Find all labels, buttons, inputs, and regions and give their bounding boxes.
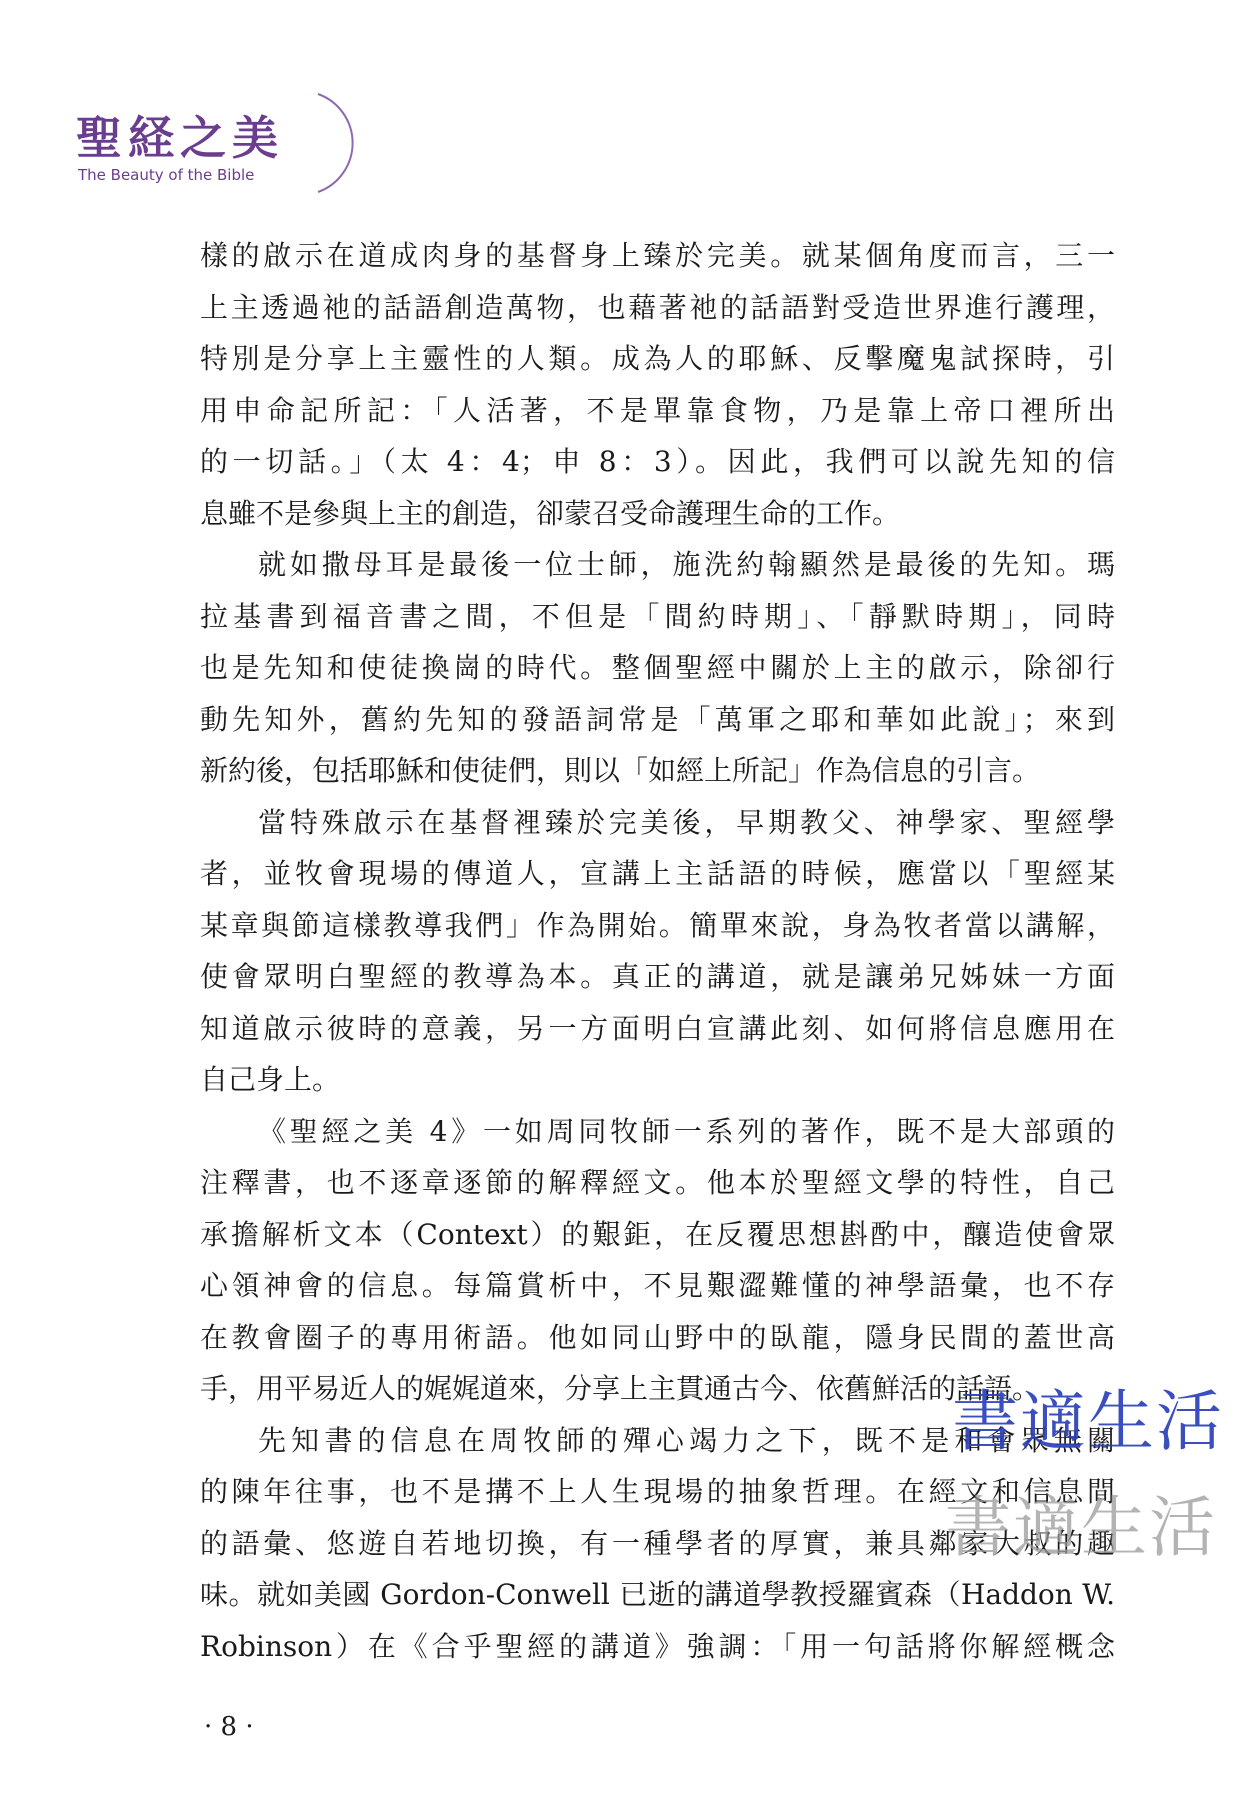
text-line: 心領神會的信息。每篇賞析中，不見艱澀難懂的神學語彙，也不存 — [200, 1269, 1115, 1302]
text-line: 息雖不是參與上主的創造，卻蒙召受命護理生命的工作。 — [200, 496, 901, 530]
text-line: 也是先知和使徒換崗的時代。整個聖經中關於上主的啟示，除卻行 — [200, 651, 1115, 684]
text-line: 味。就如美國 Gordon-Conwell 已逝的講道學教授羅賓森（Haddon W. — [200, 1578, 1115, 1611]
page-number: · 8 · — [204, 1712, 254, 1742]
text-line: 拉基書到福音書之間，不但是「間約時期」、「靜默時期」，同時 — [200, 599, 1115, 633]
text-line: 注釋書，也不逐章逐節的解釋經文。他本於聖經文學的特性，自己 — [200, 1166, 1115, 1199]
text-line: 承擔解析文本（Context）的艱鉅，在反覆思想斟酌中，釀造使會眾 — [200, 1217, 1115, 1251]
logo-title: 聖経之美 — [76, 111, 284, 165]
text-line: 樣的啟示在道成肉身的基督身上臻於完美。就某個角度而言，三一 — [200, 239, 1115, 272]
watermark-blue: 書適生活 — [952, 1383, 1224, 1460]
text-line: 手，用平易近人的娓娓道來，分享上主貫通古今、依舊鮮活的話語。 — [200, 1372, 1041, 1405]
text-line: 當特殊啟示在基督裡臻於完美後，早期教父、神學家、聖經學 — [258, 805, 1115, 839]
text-line: 自己身上。 — [200, 1063, 341, 1096]
text-line: 《聖經之美 4》一如周同牧師一系列的著作，既不是大部頭的 — [258, 1114, 1115, 1148]
text-line: Robinson）在《合乎聖經的講道》強調：「用一句話將你解經概念 — [200, 1629, 1115, 1663]
watermark-gray: 書適生活 — [945, 1489, 1217, 1566]
logo-arc-decoration — [310, 88, 380, 198]
text-line: 的陳年往事，也不是搆不上人生現場的抽象哲理。在經文和信息間 — [200, 1475, 1115, 1508]
text-line: 知道啟示彼時的意義，另一方面明白宣講此刻、如何將信息應用在 — [200, 1011, 1115, 1045]
text-line: 使會眾明白聖經的教導為本。真正的講道，就是讓弟兄姊妹一方面 — [200, 960, 1115, 993]
text-line: 者，並牧會現場的傳道人，宣講上主話語的時候，應當以「聖經某 — [200, 857, 1115, 890]
text-line: 在教會圈子的專用術語。他如同山野中的臥龍，隱身民間的蓋世高 — [200, 1320, 1115, 1354]
text-line: 先知書的信息在周牧師的殫心竭力之下，既不是和會眾無關 — [258, 1423, 1115, 1457]
text-line: 用申命記所記：「人活著，不是單靠食物，乃是靠上帝口裡所出 — [200, 393, 1115, 427]
text-line: 上主透過祂的話語創造萬物，也藉著祂的話語對受造世界進行護理， — [200, 290, 1115, 324]
text-line: 就如撒母耳是最後一位士師，施洗約翰顯然是最後的先知。瑪 — [258, 548, 1115, 581]
logo-subtitle: The Beauty of the Bible — [78, 166, 255, 184]
book-logo — [70, 88, 370, 198]
text-line: 的一切話。」（太 4：4；申 8：3）。因此，我們可以說先知的信 — [200, 445, 1115, 478]
text-line: 某章與節這樣教導我們」作為開始。簡單來說，身為牧者當以講解， — [200, 908, 1115, 942]
text-line: 新約後，包括耶穌和使徒們，則以「如經上所記」作為信息的引言。 — [200, 754, 1041, 787]
text-line: 的語彙、悠遊自若地切換，有一種學者的厚實，兼具鄰家大叔的趣 — [200, 1526, 1115, 1560]
text-line: 特別是分享上主靈性的人類。成為人的耶穌、反擊魔鬼試探時，引 — [200, 342, 1115, 375]
text-line: 動先知外，舊約先知的發語詞常是「萬軍之耶和華如此說」；來到 — [200, 702, 1115, 736]
